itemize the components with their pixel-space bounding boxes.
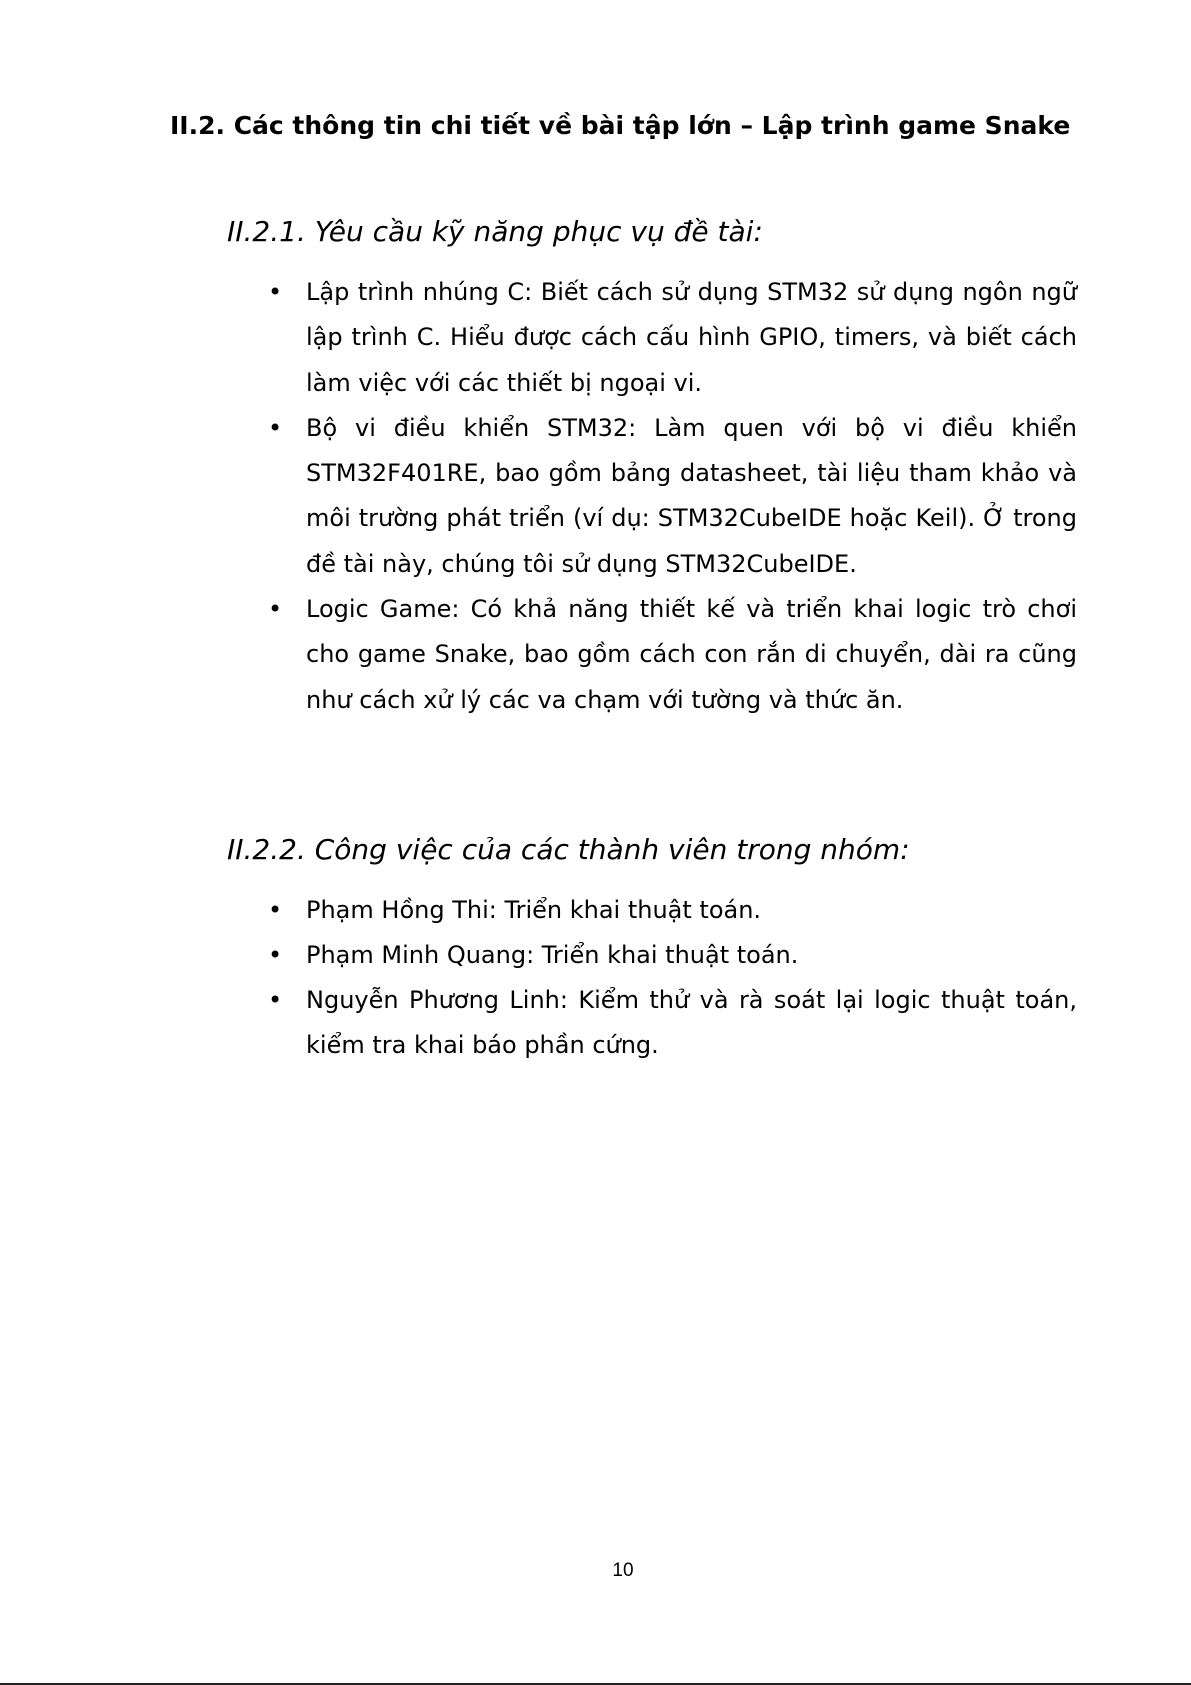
bullet-icon: • bbox=[268, 413, 283, 442]
list-item bbox=[266, 587, 1077, 723]
bullet-icon: • bbox=[268, 595, 283, 624]
list-item bbox=[266, 270, 1077, 406]
list-item bbox=[266, 406, 1077, 587]
list-item bbox=[266, 888, 1077, 933]
section-heading: II.2. Các thông tin chi tiết về bài tập lớn – Lập trình game Snake bbox=[170, 111, 1071, 140]
skills-list bbox=[266, 270, 1077, 723]
bullet-icon: • bbox=[268, 896, 283, 924]
bullet-icon: • bbox=[268, 278, 283, 306]
page-number: 10 bbox=[612, 1560, 634, 1581]
list-item-text: Phạm Hồng Thi: Triển khai thuật toán. bbox=[306, 896, 762, 924]
bullet-icon: • bbox=[268, 941, 283, 969]
list-item-text: Phạm Minh Quang: Triển khai thuật toán. bbox=[306, 941, 799, 969]
bullet-icon: • bbox=[268, 986, 283, 1014]
list-item bbox=[266, 978, 1077, 1068]
list-item-text: Logic Game: Có khả năng thiết kế và triển khai logic trò chơi cho game Snake, bao gồm cách con rắn di chuyển, dài ra cũng như cách xử lý các va chạm với tường và thức ăn. bbox=[306, 595, 1077, 714]
list-item-text: Bộ vi điều khiển STM32: Làm quen với bộ vi điều khiển STM32F401RE, bao gồm bảng datasheet, tài liệu tham khảo và môi trường phát triển (ví dụ: STM32CubeIDE hoặc Keil). Ở trong đề tài này, chúng tôi sử dụng STM32CubeIDE. bbox=[306, 413, 1077, 578]
list-item-text: Lập trình nhúng C: Biết cách sử dụng STM32 sử dụng ngôn ngữ lập trình C. Hiểu được cách cấu hình GPIO, timers, và biết cách làm việc với các thiết bị ngoại vi. bbox=[306, 278, 1077, 397]
list-item bbox=[266, 933, 1077, 978]
list-item-text: Nguyễn Phương Linh: Kiểm thử và rà soát lại logic thuật toán, kiểm tra khai báo phần cứng. bbox=[306, 986, 1077, 1059]
members-list bbox=[266, 888, 1077, 1068]
subsection-heading-members: II.2.2. Công việc của các thành viên trong nhóm: bbox=[227, 833, 910, 866]
subsection-heading-skills: II.2.1. Yêu cầu kỹ năng phục vụ đề tài: bbox=[227, 215, 763, 248]
